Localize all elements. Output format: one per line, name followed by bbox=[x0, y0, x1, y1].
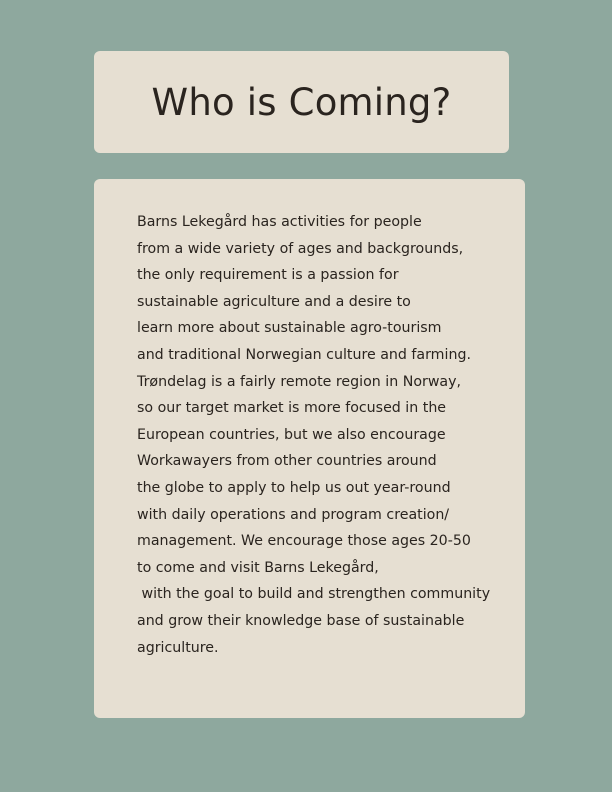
body-line: to come and visit Barns Lekegård, bbox=[137, 559, 379, 576]
body-line: so our target market is more focused in the bbox=[137, 400, 447, 417]
body-line: from a wide variety of ages and backgrounds, bbox=[137, 240, 464, 257]
title-card bbox=[94, 51, 509, 153]
body-card bbox=[94, 179, 525, 718]
body-line: sustainable agriculture and a desire to bbox=[137, 293, 411, 310]
body-line: Workawayers from other countries around bbox=[137, 453, 437, 470]
body-line: with the goal to build and strengthen community bbox=[137, 586, 491, 603]
body-line: and grow their knowledge base of sustainable bbox=[137, 612, 465, 629]
body-line: the globe to apply to help us out year-round bbox=[137, 479, 451, 496]
body-line: with daily operations and program creation/ bbox=[137, 506, 450, 523]
body-line: agriculture. bbox=[137, 639, 219, 656]
page-title: Who is Coming? bbox=[151, 80, 452, 124]
body-line: and traditional Norwegian culture and farming. bbox=[137, 346, 471, 363]
body-line: European countries, but we also encourage bbox=[137, 426, 446, 443]
body-line: Trøndelag is a fairly remote region in Norway, bbox=[137, 373, 462, 390]
body-line: Barns Lekegård has activities for people bbox=[137, 214, 422, 230]
body-text bbox=[137, 209, 490, 661]
body-line: the only requirement is a passion for bbox=[137, 267, 399, 284]
body-line: learn more about sustainable agro-tourism bbox=[137, 320, 442, 337]
body-line: management. We encourage those ages 20-50 bbox=[137, 533, 471, 550]
